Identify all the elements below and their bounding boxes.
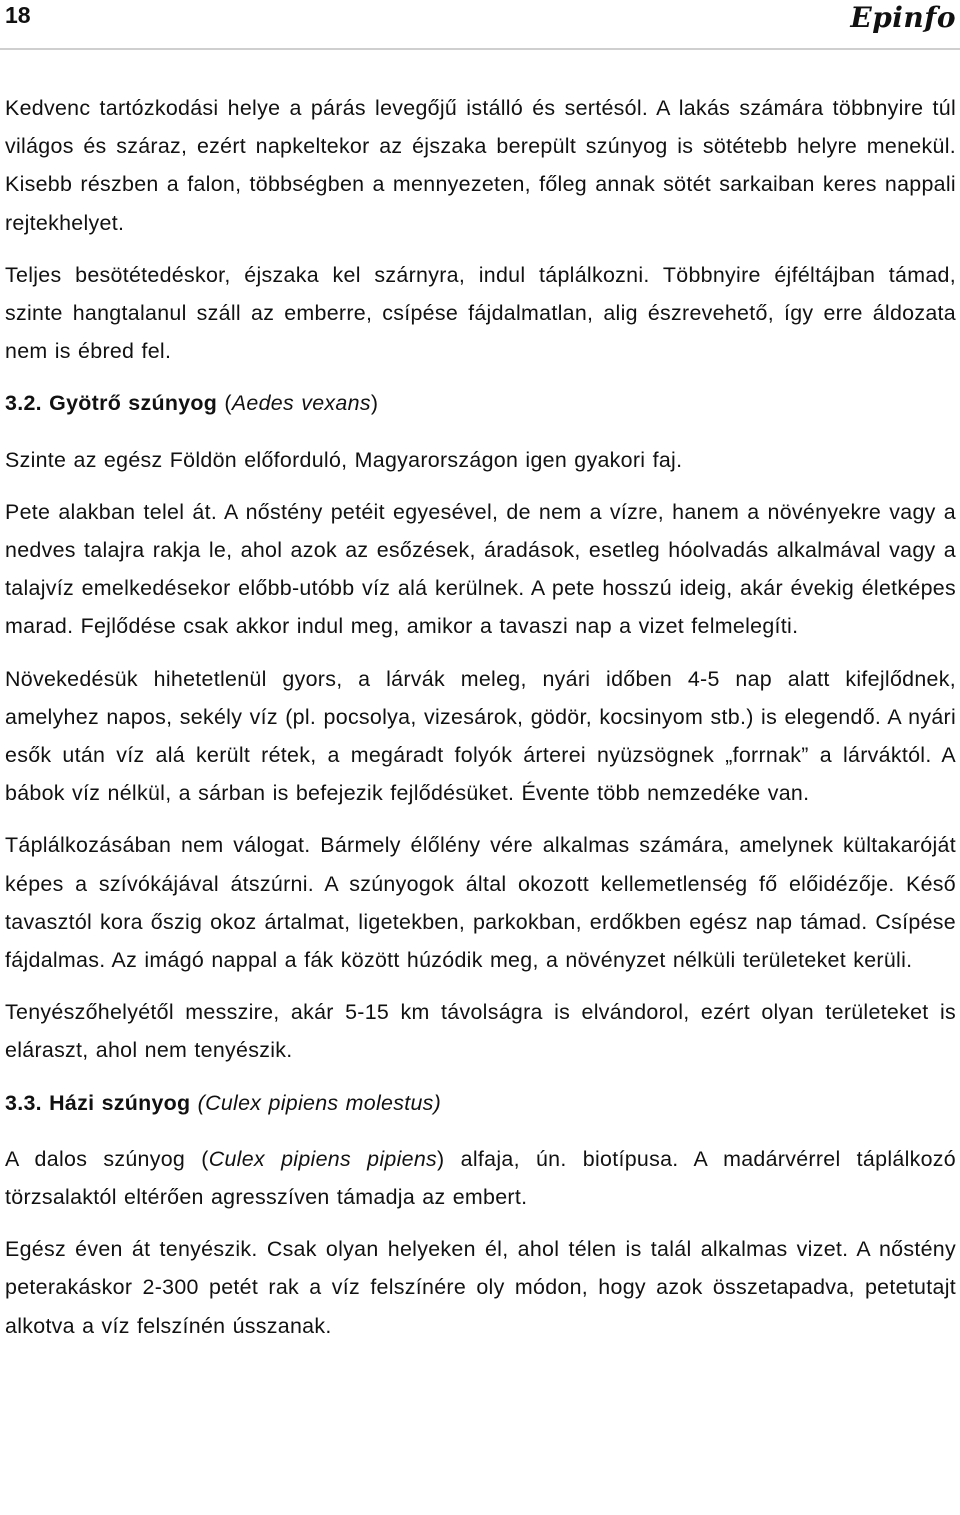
publisher-logo: Epinfo bbox=[850, 1, 956, 34]
paragraph: Egész éven át tenyészik. Csak olyan helyeken él, ahol télen is talál alkalmas vizet. A nőstény peterakáskor 2-300 petét rak a víz felszínére oly módon, hogy azok összetapadva, petetutajt alkotva a víz felszínén ússzanak. bbox=[5, 1237, 956, 1338]
paragraph: Teljes besötétedéskor, éjszaka kel szárnyra, indul táplálkozni. Többnyire éjféltájban támad, szinte hangtalanul száll az emberre, csípése fájdalmatlan, alig észrevehető, így erre áldozata nem is ébred fel. bbox=[5, 262, 956, 364]
section-number: 3.2. bbox=[5, 391, 42, 416]
section-title: Gyötrő szúnyog bbox=[49, 391, 218, 416]
latin-name: Aedes vexans bbox=[231, 391, 371, 416]
paragraph: Növekedésük hihetetlenül gyors, a lárvák meleg, nyári időben 4-5 nap alatt kifejlődnek, amelyhez napos, sekély víz (pl. pocsolya, vizesárok, gödör, kocsinyom stb.) is elegendő. A nyári esők után víz alá került rétek, a megáradt folyók árterei nyüzsögnek „forrnak” a lárváktól. A bábok víz nélkül, a sárban is befejezik fejlődésüket. Évente több nemzedéke van. bbox=[5, 666, 956, 806]
paragraph: Szinte az egész Földön előforduló, Magyarországon igen gyakori faj. bbox=[5, 447, 683, 472]
latin-name: (Culex pipiens molestus) bbox=[197, 1090, 442, 1115]
paragraph: Táplálkozásában nem válogat. Bármely élőlény vére alkalmas számára, amelynek kültakaróját képes a szívókájával átszúrni. A szúnyogok által okozott kellemetlenség fő előidézője. Késő tavasztól kora őszig okoz ártalmat, ligetekben, parkokban, erdőkben egész nap támad. Csípése fájdalmas. Az imágó nappal a fák között húzódik meg, a növényzet nélküli területeket kerüli. bbox=[5, 833, 956, 973]
text-run: ) alfaja, ún. biotípusa. A madárvérrel táplálkozó törzsalaktól eltérően agresszíven támadja az embert. bbox=[5, 1146, 957, 1210]
paragraph: Kedvenc tartózkodási helye a párás levegőjű istálló és sertésól. A lakás számára többnyire túl világos és száraz, ezért napkeltekor az éjszaka berepült szúnyog is sötétebb helyre menekül. Kisebb részben a falon, többségben a mennyezeten, főleg annak sötét sarkaiban keres nappali rejtekhelyet. bbox=[5, 96, 956, 235]
text-run: A dalos szúnyog ( bbox=[5, 1146, 209, 1171]
section-heading-3-2 bbox=[5, 384, 956, 422]
paragraph: Tenyészőhelyétől messzire, akár 5-15 km távolságra is elvándorol, ezért olyan területeket is eláraszt, ahol nem tenyészik. bbox=[5, 1000, 956, 1063]
paragraph: Pete alakban telel át. A nőstény petéit egyesével, de nem a vízre, hanem a növényekre vagy a nedves talajra rakja le, ahol azok az esőzések, áradások, esetleg hóolvadás alkalmával vagy a talajvíz emelkedésekor előbb-utóbb víz alá kerülnek. A pete hosszú ideig, akár évekig életképes marad. Fejlődése csak akkor indul meg, amikor a tavaszi nap a vizet felmelegíti. bbox=[5, 499, 956, 639]
latin-name: Culex pipiens pipiens bbox=[208, 1146, 438, 1171]
document-body bbox=[5, 89, 956, 1345]
section-number: 3.3. bbox=[5, 1090, 42, 1115]
latin-open: ( bbox=[224, 391, 232, 416]
latin-close: ) bbox=[370, 391, 379, 416]
header-divider bbox=[0, 48, 960, 50]
paragraph bbox=[5, 1140, 956, 1216]
section-title: Házi szúnyog bbox=[49, 1090, 191, 1115]
section-heading-3-3 bbox=[5, 1084, 956, 1122]
page-number: 18 bbox=[5, 2, 31, 28]
